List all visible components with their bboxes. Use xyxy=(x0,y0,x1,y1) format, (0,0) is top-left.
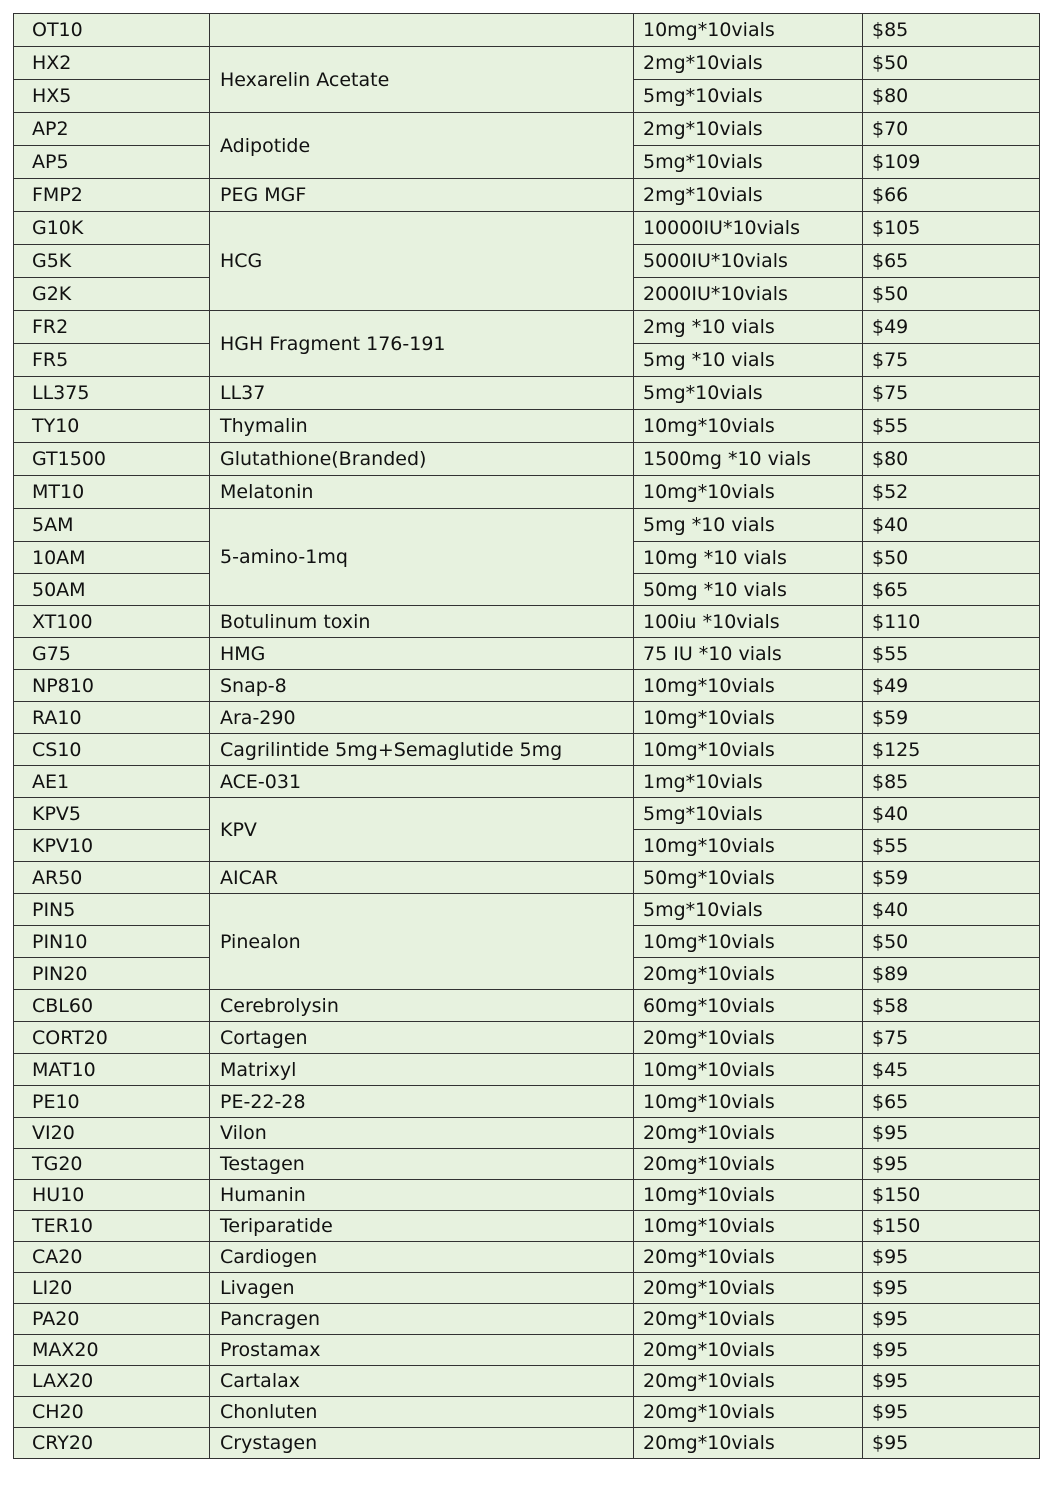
product-price: $85 xyxy=(863,14,1040,47)
product-price: $150 xyxy=(863,1211,1040,1242)
product-price: $80 xyxy=(863,80,1040,113)
table-row xyxy=(14,1054,1040,1086)
product-name: ACE-031 xyxy=(210,766,634,798)
product-price: $49 xyxy=(863,311,1040,344)
product-spec: 20mg*10vials xyxy=(634,1022,863,1054)
table-row xyxy=(14,1086,1040,1118)
product-code: 50AM xyxy=(14,574,210,606)
table-row xyxy=(14,311,1040,344)
product-spec: 10mg*10vials xyxy=(634,702,863,734)
product-price: $95 xyxy=(863,1335,1040,1366)
product-spec: 1mg*10vials xyxy=(634,766,863,798)
product-price: $109 xyxy=(863,146,1040,179)
product-price: $45 xyxy=(863,1054,1040,1086)
product-name: Testagen xyxy=(210,1149,634,1180)
product-code: 10AM xyxy=(14,542,210,574)
product-code: AP5 xyxy=(14,146,210,179)
product-name: Botulinum toxin xyxy=(210,606,634,638)
table-row xyxy=(14,377,1040,410)
product-code: VI20 xyxy=(14,1118,210,1149)
product-spec: 1500mg *10 vials xyxy=(634,443,863,476)
product-name: Cartalax xyxy=(210,1366,634,1397)
product-spec: 2mg*10vials xyxy=(634,179,863,212)
product-name: Snap-8 xyxy=(210,670,634,702)
product-name: Matrixyl xyxy=(210,1054,634,1086)
product-name: 5-amino-1mq xyxy=(210,509,634,606)
product-name: Teriparatide xyxy=(210,1211,634,1242)
product-spec: 100iu *10vials xyxy=(634,606,863,638)
price-list xyxy=(13,13,1040,1459)
product-price: $75 xyxy=(863,1022,1040,1054)
product-code: TY10 xyxy=(14,410,210,443)
product-name: Crystagen xyxy=(210,1428,634,1459)
product-price: $95 xyxy=(863,1428,1040,1459)
product-price: $85 xyxy=(863,766,1040,798)
product-name: Humanin xyxy=(210,1180,634,1211)
product-code: MAT10 xyxy=(14,1054,210,1086)
product-price: $95 xyxy=(863,1397,1040,1428)
product-name: Ara-290 xyxy=(210,702,634,734)
table-row xyxy=(14,179,1040,212)
table-row xyxy=(14,1335,1040,1366)
product-name: LL37 xyxy=(210,377,634,410)
product-price: $150 xyxy=(863,1180,1040,1211)
product-price: $52 xyxy=(863,476,1040,509)
table-row xyxy=(14,212,1040,245)
table-row xyxy=(14,1428,1040,1459)
product-price: $66 xyxy=(863,179,1040,212)
table-row xyxy=(14,1397,1040,1428)
product-price: $50 xyxy=(863,542,1040,574)
table-row xyxy=(14,702,1040,734)
product-code: G75 xyxy=(14,638,210,670)
product-spec: 5mg*10vials xyxy=(634,894,863,926)
table-row xyxy=(14,766,1040,798)
table-row xyxy=(14,47,1040,80)
table-row xyxy=(14,638,1040,670)
product-code: MAX20 xyxy=(14,1335,210,1366)
product-code: G10K xyxy=(14,212,210,245)
product-name: KPV xyxy=(210,798,634,862)
product-name xyxy=(210,14,634,47)
product-name: Melatonin xyxy=(210,476,634,509)
product-spec: 10mg*10vials xyxy=(634,670,863,702)
product-price: $65 xyxy=(863,574,1040,606)
table-row xyxy=(14,113,1040,146)
product-spec: 5mg*10vials xyxy=(634,377,863,410)
product-spec: 75 IU *10 vials xyxy=(634,638,863,670)
table-row xyxy=(14,509,1040,542)
product-spec: 2mg*10vials xyxy=(634,47,863,80)
product-name: Prostamax xyxy=(210,1335,634,1366)
product-code: HX2 xyxy=(14,47,210,80)
product-code: CA20 xyxy=(14,1242,210,1273)
table-row xyxy=(14,1211,1040,1242)
table-row xyxy=(14,14,1040,47)
product-code: CH20 xyxy=(14,1397,210,1428)
product-spec: 10mg*10vials xyxy=(634,410,863,443)
product-spec: 2mg *10 vials xyxy=(634,311,863,344)
product-spec: 50mg *10 vials xyxy=(634,574,863,606)
table-row xyxy=(14,670,1040,702)
product-code: LAX20 xyxy=(14,1366,210,1397)
product-spec: 20mg*10vials xyxy=(634,1149,863,1180)
product-code: FMP2 xyxy=(14,179,210,212)
product-code: PIN20 xyxy=(14,958,210,990)
product-name: Chonluten xyxy=(210,1397,634,1428)
product-code: TER10 xyxy=(14,1211,210,1242)
product-spec: 20mg*10vials xyxy=(634,1304,863,1335)
product-spec: 20mg*10vials xyxy=(634,1397,863,1428)
product-price: $58 xyxy=(863,990,1040,1022)
product-spec: 5mg *10 vials xyxy=(634,344,863,377)
product-code: PIN5 xyxy=(14,894,210,926)
table-row xyxy=(14,862,1040,894)
product-spec: 5000IU*10vials xyxy=(634,245,863,278)
product-code: CBL60 xyxy=(14,990,210,1022)
product-spec: 10mg*10vials xyxy=(634,1054,863,1086)
product-code: PE10 xyxy=(14,1086,210,1118)
product-code: HX5 xyxy=(14,80,210,113)
table-row xyxy=(14,443,1040,476)
table-row xyxy=(14,1180,1040,1211)
product-name: HMG xyxy=(210,638,634,670)
product-price: $55 xyxy=(863,410,1040,443)
product-price: $65 xyxy=(863,1086,1040,1118)
product-spec: 5mg *10 vials xyxy=(634,509,863,542)
table-row xyxy=(14,1273,1040,1304)
product-code: FR5 xyxy=(14,344,210,377)
product-code: G5K xyxy=(14,245,210,278)
product-code: KPV10 xyxy=(14,830,210,862)
product-spec: 2mg*10vials xyxy=(634,113,863,146)
product-spec: 10mg*10vials xyxy=(634,1180,863,1211)
product-code: PIN10 xyxy=(14,926,210,958)
product-spec: 10mg *10 vials xyxy=(634,542,863,574)
product-code: NP810 xyxy=(14,670,210,702)
product-spec: 20mg*10vials xyxy=(634,958,863,990)
table-row xyxy=(14,1242,1040,1273)
product-price: $50 xyxy=(863,278,1040,311)
product-name: AICAR xyxy=(210,862,634,894)
product-spec: 10mg*10vials xyxy=(634,1211,863,1242)
product-name: HCG xyxy=(210,212,634,311)
product-spec: 10mg*10vials xyxy=(634,476,863,509)
product-code: CORT20 xyxy=(14,1022,210,1054)
product-spec: 10mg*10vials xyxy=(634,926,863,958)
table-row xyxy=(14,476,1040,509)
table-row xyxy=(14,1022,1040,1054)
product-name: Cortagen xyxy=(210,1022,634,1054)
product-name: PEG MGF xyxy=(210,179,634,212)
product-code: GT1500 xyxy=(14,443,210,476)
table-row xyxy=(14,410,1040,443)
product-name: Pinealon xyxy=(210,894,634,990)
product-price: $75 xyxy=(863,344,1040,377)
product-spec: 50mg*10vials xyxy=(634,862,863,894)
product-price: $59 xyxy=(863,702,1040,734)
product-price: $40 xyxy=(863,798,1040,830)
product-code: TG20 xyxy=(14,1149,210,1180)
product-price: $89 xyxy=(863,958,1040,990)
product-code: 5AM xyxy=(14,509,210,542)
product-code: CS10 xyxy=(14,734,210,766)
product-name: Cagrilintide 5mg+Semaglutide 5mg xyxy=(210,734,634,766)
product-price: $80 xyxy=(863,443,1040,476)
product-price: $95 xyxy=(863,1149,1040,1180)
table-row xyxy=(14,798,1040,830)
product-price: $55 xyxy=(863,638,1040,670)
product-spec: 5mg*10vials xyxy=(634,80,863,113)
product-price: $95 xyxy=(863,1366,1040,1397)
product-price: $65 xyxy=(863,245,1040,278)
table-row xyxy=(14,1304,1040,1335)
table-row xyxy=(14,894,1040,926)
product-price: $95 xyxy=(863,1273,1040,1304)
table-row xyxy=(14,1149,1040,1180)
product-spec: 10000IU*10vials xyxy=(634,212,863,245)
product-spec: 5mg*10vials xyxy=(634,798,863,830)
price-table xyxy=(13,13,1040,1459)
product-price: $95 xyxy=(863,1304,1040,1335)
product-code: MT10 xyxy=(14,476,210,509)
product-price: $40 xyxy=(863,894,1040,926)
product-name: Pancragen xyxy=(210,1304,634,1335)
product-name: Glutathione(Branded) xyxy=(210,443,634,476)
product-name: HGH Fragment 176-191 xyxy=(210,311,634,377)
product-name: Vilon xyxy=(210,1118,634,1149)
product-code: HU10 xyxy=(14,1180,210,1211)
product-spec: 20mg*10vials xyxy=(634,1118,863,1149)
product-spec: 20mg*10vials xyxy=(634,1428,863,1459)
product-code: RA10 xyxy=(14,702,210,734)
product-code: PA20 xyxy=(14,1304,210,1335)
product-price: $49 xyxy=(863,670,1040,702)
product-price: $50 xyxy=(863,926,1040,958)
product-spec: 20mg*10vials xyxy=(634,1273,863,1304)
product-spec: 10mg*10vials xyxy=(634,734,863,766)
product-spec: 5mg*10vials xyxy=(634,146,863,179)
product-name: Thymalin xyxy=(210,410,634,443)
product-price: $110 xyxy=(863,606,1040,638)
product-price: $40 xyxy=(863,509,1040,542)
table-row xyxy=(14,990,1040,1022)
product-code: LI20 xyxy=(14,1273,210,1304)
product-code: KPV5 xyxy=(14,798,210,830)
price-table-body xyxy=(14,14,1040,1459)
product-code: XT100 xyxy=(14,606,210,638)
product-price: $50 xyxy=(863,47,1040,80)
product-name: Livagen xyxy=(210,1273,634,1304)
table-row xyxy=(14,734,1040,766)
product-price: $59 xyxy=(863,862,1040,894)
product-code: CRY20 xyxy=(14,1428,210,1459)
product-code: FR2 xyxy=(14,311,210,344)
product-name: Cerebrolysin xyxy=(210,990,634,1022)
product-spec: 2000IU*10vials xyxy=(634,278,863,311)
product-price: $125 xyxy=(863,734,1040,766)
product-price: $95 xyxy=(863,1118,1040,1149)
product-name: Cardiogen xyxy=(210,1242,634,1273)
product-spec: 20mg*10vials xyxy=(634,1366,863,1397)
product-code: OT10 xyxy=(14,14,210,47)
product-spec: 10mg*10vials xyxy=(634,830,863,862)
product-price: $95 xyxy=(863,1242,1040,1273)
product-spec: 10mg*10vials xyxy=(634,1086,863,1118)
product-code: AE1 xyxy=(14,766,210,798)
table-row xyxy=(14,1118,1040,1149)
product-price: $105 xyxy=(863,212,1040,245)
product-code: LL375 xyxy=(14,377,210,410)
product-price: $55 xyxy=(863,830,1040,862)
product-spec: 20mg*10vials xyxy=(634,1242,863,1273)
product-spec: 10mg*10vials xyxy=(634,14,863,47)
product-name: PE-22-28 xyxy=(210,1086,634,1118)
product-spec: 20mg*10vials xyxy=(634,1335,863,1366)
table-row xyxy=(14,606,1040,638)
product-price: $75 xyxy=(863,377,1040,410)
product-name: Adipotide xyxy=(210,113,634,179)
product-price: $70 xyxy=(863,113,1040,146)
product-code: AR50 xyxy=(14,862,210,894)
table-row xyxy=(14,1366,1040,1397)
product-name: Hexarelin Acetate xyxy=(210,47,634,113)
product-code: G2K xyxy=(14,278,210,311)
product-code: AP2 xyxy=(14,113,210,146)
product-spec: 60mg*10vials xyxy=(634,990,863,1022)
